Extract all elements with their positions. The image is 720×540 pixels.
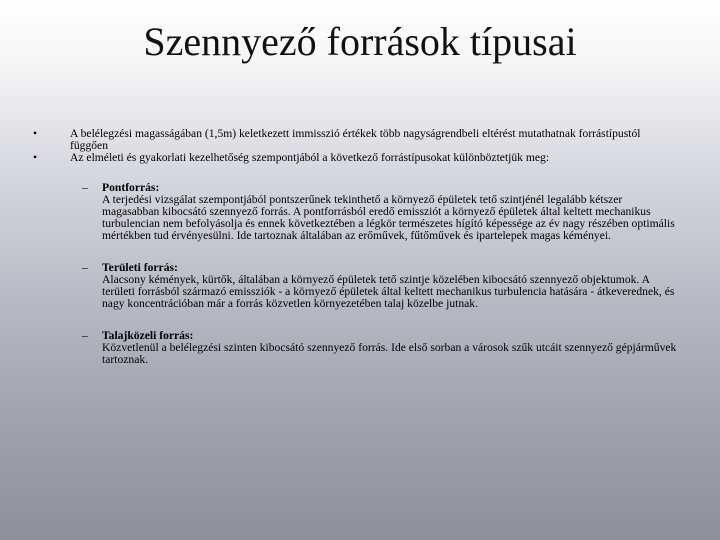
- dash-icon: –: [82, 181, 88, 194]
- source-type-description: A terjedési vizsgálat szempontjából pontszerűnek tekinthető a környező épületek tető szintjénél legalább kétszer magasabban kibocsátó szennyező forrás. A pontforrásból eredő emissziót a környező épületek által keltett mechanikus turbulencian nem befolyásolja és ennek következtében a légkör természetes hígító képessége az év nagy részében optimális mértékben tud érvényesülni. Ide tartoznak általában az erőművek, fűtőművek és ipartelepek magas kéményei.: [102, 193, 675, 242]
- source-type-area: [30, 262, 680, 310]
- source-type-description: Közvetlenül a belélegzési szinten kibocsátó szennyező forrás. Ide első sorban a városok szűk utcáit szennyező gépjárművek tartoznak.: [102, 341, 677, 366]
- bullet-text: Az elméleti és gyakorlati kezelhetőség szempontjából a következő forrástípusokat különböztetjük meg:: [70, 151, 550, 164]
- source-type-list: [30, 182, 680, 366]
- bullet-item: [30, 128, 680, 152]
- source-type-title: Talajközeli forrás:: [102, 329, 194, 342]
- bullet-icon: •: [32, 151, 38, 164]
- source-type-point: [30, 182, 680, 242]
- source-type-description: Alacsony kémények, kürtők, általában a környező épületek tető szintje közelében kibocsátó szennyező objektumok. A területi forrásból származó emissziók - a környező épületek által keltett mechanikus turbulencia hatására - átkeverednek, és nagy koncentrációban már a forrás közvetlen környezetében talaj közelbe jutnak.: [102, 273, 675, 310]
- bullet-list: [30, 128, 680, 164]
- slide-content: [30, 128, 680, 386]
- dash-icon: –: [82, 261, 88, 274]
- source-type-title: Pontforrás:: [102, 181, 160, 194]
- slide-title: Szennyező források típusai: [143, 19, 577, 64]
- dash-icon: –: [82, 329, 88, 342]
- bullet-text: A belélegzési magasságában (1,5m) keletkezett immisszió értékek több nagyságrendbeli eltérést mutathatnak forrástípustól függően: [70, 127, 641, 152]
- source-type-title: Területi forrás:: [102, 261, 178, 274]
- bullet-icon: •: [32, 127, 38, 140]
- bullet-item: [30, 152, 680, 164]
- source-type-ground: [30, 330, 680, 366]
